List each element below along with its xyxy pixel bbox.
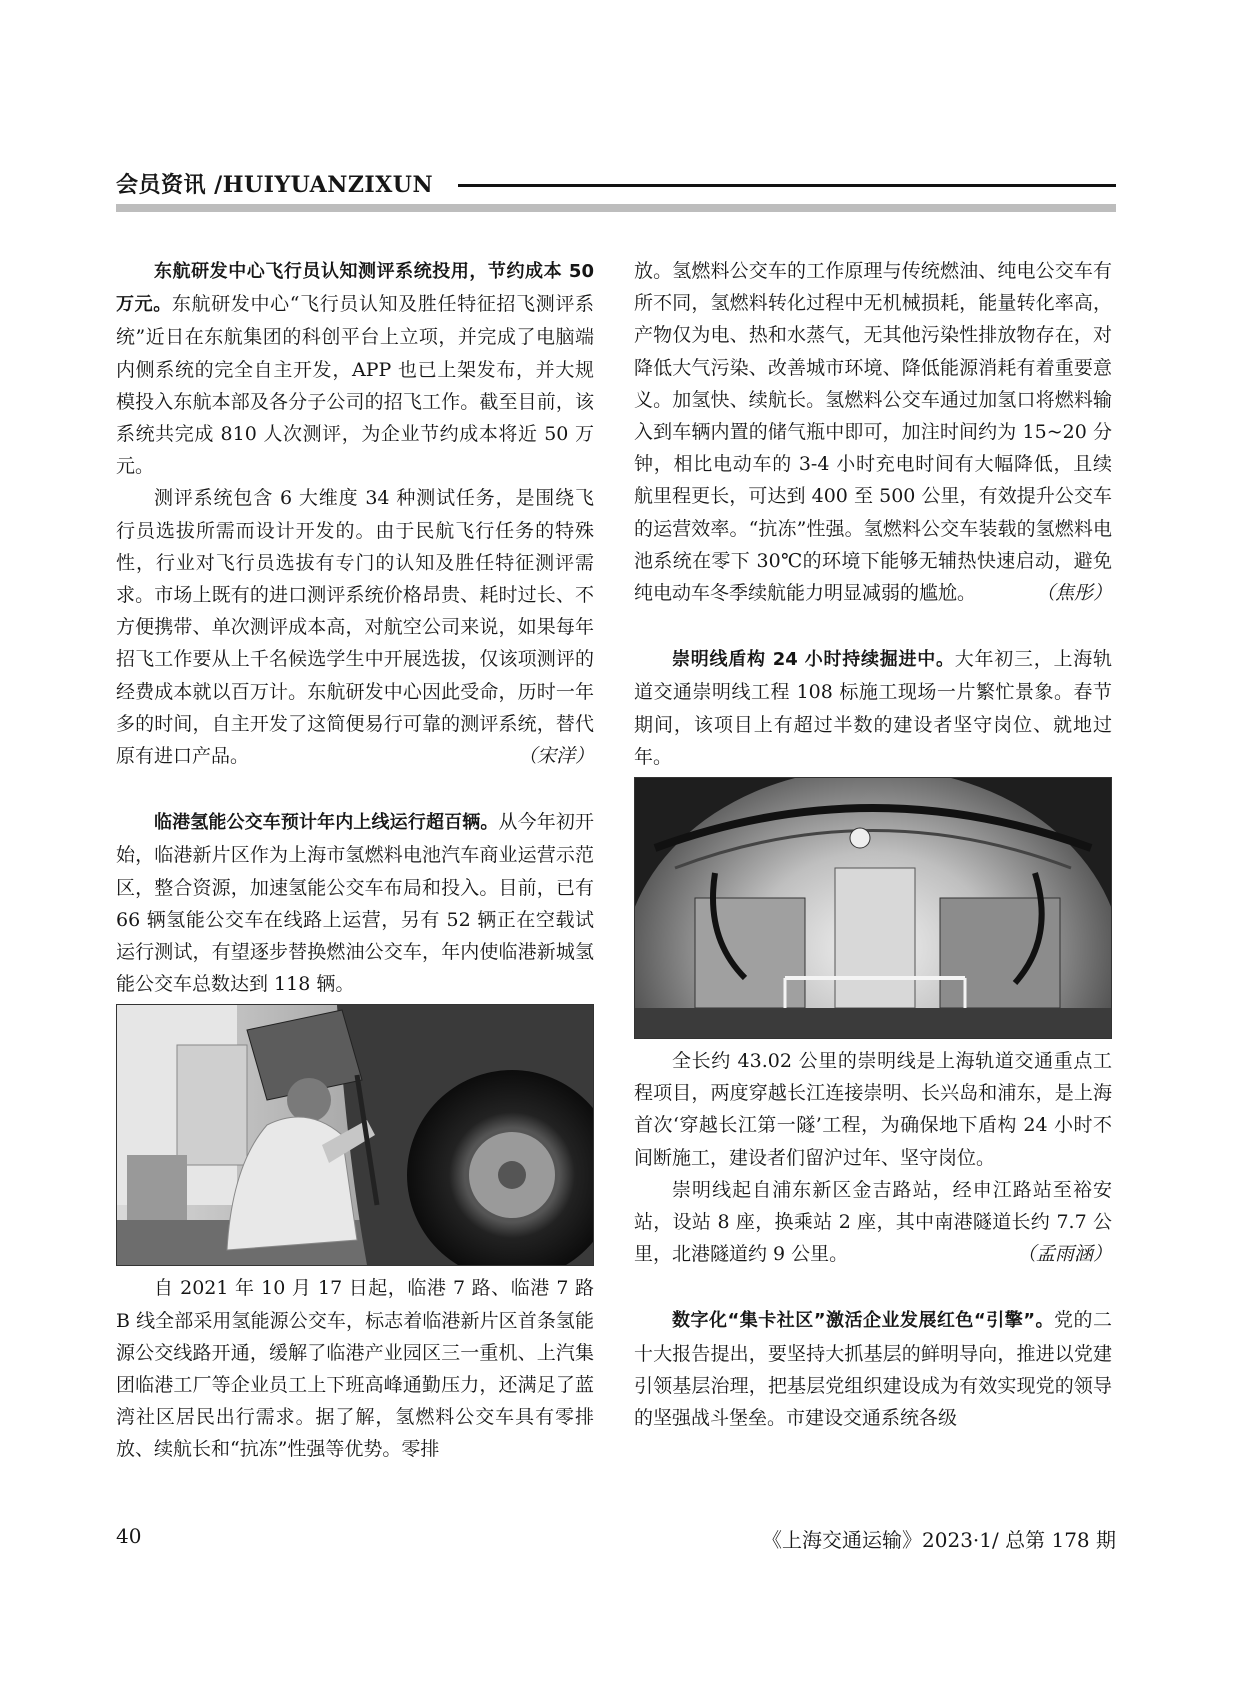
photo-tunnel-boring-machine [634,777,1112,1039]
article-paragraph: 测评系统包含 6 大维度 34 种测试任务，是围绕飞行员选拔所需而设计开发的。由于民航飞行任务的特殊性，行业对飞行员选拔有专门的认知及胜任特征测评需求。市场上既有的进口测评系统价格昂贵、耗时过长、不方便携带、单次测评成本高，对航空公司来说，如果每年招飞工作要从上千名候选学生中开展选拔，仅该项测评的经费成本就以百万计。东航研发中心因此受命，历时一年多的时间，自主开发了这简便易行可靠的测评系统，替代原有进口产品。 （宋洋） [116,482,594,772]
article-paragraph: 崇明线盾构 24 小时持续掘进中。大年初三，上海轨道交通崇明线工程 108 标施工现场一片繁忙景象。春节期间，该项目上有超过半数的建设者坚守岗位、就地过年。 [634,648,1112,768]
photo-illustration [117,1005,593,1265]
article-lead: 数字化“集卡社区”激活企业发展红色“引擎”。 [672,1310,1055,1332]
left-column [116,255,594,1475]
article-paragraph: 放。氢燃料公交车的工作原理与传统燃油、纯电公交车有所不同，氢燃料转化过程中无机械损耗，能量转化率高，产物仅为电、热和水蒸气，无其他污染性排放物存在，对降低大气污染、改善城市环境、降低能源消耗有着重要意义。加氢快、续航长。氢燃料公交车通过加氢口将燃料输入到车辆内置的储气瓶中即可，加注时间约为 15~20 分钟，相比电动车的 3-4 小时充电时间有大幅降低，且续航里程更长，可达到 400 至 500 公里，有效提升公交车的运营效率。“抗冻”性强。氢燃料公交车装载的氢燃料电池系统在零下 30℃的环境下能够无辅热快速启动，避免纯电动车冬季续航能力明显减弱的尴尬。 （焦彤） [634,255,1112,609]
article-paragraph: 全长约 43.02 公里的崇明线是上海轨道交通重点工程项目，两度穿越长江连接崇明、长兴岛和浦东，是上海首次‘穿越长江第一隧’工程，为确保地下盾构 24 小时不间断施工，建设者们留沪过年、坚守岗位。 [634,1050,1112,1169]
article-paragraph: 自 2021 年 10 月 17 日起，临港 7 路、临港 7 路 B 线全部采用氢能源公交车，标志着临港新片区首条氢能源公交线路开通，缓解了临港产业园区三一重机、上汽集团临港工厂等企业员工上下班高峰通勤压力，还满足了蓝湾社区居民出行需求。据了解，氢燃料公交车具有零排放、续航长和“抗冻”性强等优势。零排 [116,1277,594,1461]
author-credit: （宋洋） [517,745,594,768]
article-lead: 临港氢能公交车预计年内上线运行超百辆。 [154,812,499,834]
section-header [116,168,1116,212]
photo-illustration [635,778,1111,1038]
photo-hydrogen-bus-refueling [116,1004,594,1266]
article-paragraph: 崇明线起自浦东新区金吉路站，经申江路站至裕安站，设站 8 座，换乘站 2 座，其中南港隧道长约 7.7 公里，北港隧道约 9 公里。 （孟雨涵） [634,1174,1112,1271]
page-footer [116,1524,1116,1554]
header-rule [458,184,1116,187]
article-lead: 东航研发中心飞行员认知测评系统投用，节约成本 50 万元。 [116,261,594,316]
article-lead: 崇明线盾构 24 小时持续掘进中。 [672,649,955,671]
header-gray-bar [116,204,1116,212]
author-credit: （孟雨涵） [1016,1243,1112,1266]
author-credit: （焦彤） [1035,582,1112,605]
right-column [634,255,1112,1475]
article-paragraph: 临港氢能公交车预计年内上线运行超百辆。从今年初开始，临港新片区作为上海市氢燃料电池汽车商业运营示范区，整合资源，加速氢能公交车布局和投入。目前，已有 66 辆氢能公交车在线路上运营，另有 52 辆正在空载试运行测试，有望逐步替换燃油公交车，年内使临港新城氢能公交车总数达到 118 辆。 [116,811,594,996]
page-number: 40 [116,1524,142,1548]
article-paragraph: 数字化“集卡社区”激活企业发展红色“引擎”。党的二十大报告提出，要坚持大抓基层的鲜明导向，推进以党建引领基层治理，把基层党组织建设成为有效实现党的领导的坚强战斗堡垒。市建设交通系统各级 [634,1309,1112,1430]
journal-issue: 《上海交通运输》2023·1/ 总第 178 期 [762,1528,1116,1552]
section-title: 会员资讯 /HUIYUANZIXUN [116,172,434,198]
article-paragraph: 东航研发中心飞行员认知测评系统投用，节约成本 50 万元。东航研发中心“飞行员认知及胜任特征招飞测评系统”近日在东航集团的科创平台上立项，并完成了电脑端内侧系统的完全自主开发，APP 也已上架发布，并大规模投入东航本部及各分子公司的招飞工作。截至目前，该系统共完成 810 人次测评，为企业节约成本将近 50 万元。 [116,261,595,478]
